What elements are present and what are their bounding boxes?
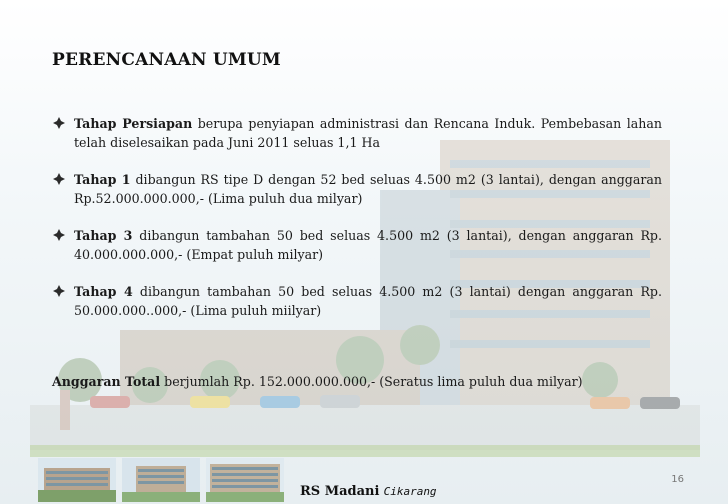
bullet-text: dibangun tambahan 50 bed seluas 4.500 m2 (3 lantai) dengan anggaran Rp. 50.000.000..000,- (Lima puluh miilyar)	[74, 284, 662, 318]
bullet-item	[52, 282, 662, 320]
budget-total	[52, 372, 672, 391]
diamond-bullet-icon	[52, 228, 66, 242]
bullet-item	[52, 114, 662, 152]
page-number: 16	[671, 474, 684, 485]
diamond-bullet-icon	[52, 172, 66, 186]
bullet-label: Tahap 3	[74, 228, 133, 243]
thumbnail-image	[206, 458, 284, 502]
bullet-text: dibangun RS tipe D dengan 52 bed seluas 4.500 m2 (3 lantai), dengan anggaran Rp.52.000.000.000,- (Lima puluh dua milyar)	[74, 172, 662, 206]
bullet-text: berupa penyiapan administrasi dan Rencana Induk. Pembebasan lahan telah diselesaikan pada Juni 2011 seluas 1,1 Ha	[74, 116, 662, 150]
total-text: berjumlah Rp. 152.000.000.000,- (Seratus lima puluh dua milyar)	[160, 374, 583, 389]
bullet-text: dibangun tambahan 50 bed seluas 4.500 m2 (3 lantai), dengan anggaran Rp. 40.000.000.000,- (Empat puluh milyar)	[74, 228, 662, 262]
thumbnail-image	[38, 458, 116, 502]
diamond-bullet-icon	[52, 116, 66, 130]
brand-name: RS Madani	[300, 484, 380, 499]
bullet-list	[52, 114, 662, 338]
brand-location: Cikarang	[383, 485, 437, 498]
bullet-item	[52, 226, 662, 264]
bullet-label: Tahap 1	[74, 172, 131, 187]
total-label: Anggaran Total	[52, 374, 161, 389]
thumbnail-image	[122, 458, 200, 502]
footer-brand	[300, 484, 437, 499]
bullet-label: Tahap Persiapan	[74, 116, 193, 131]
diamond-bullet-icon	[52, 284, 66, 298]
bullet-label: Tahap 4	[74, 284, 133, 299]
slide-title: PERENCANAAN UMUM	[52, 50, 281, 70]
bullet-item	[52, 170, 662, 208]
